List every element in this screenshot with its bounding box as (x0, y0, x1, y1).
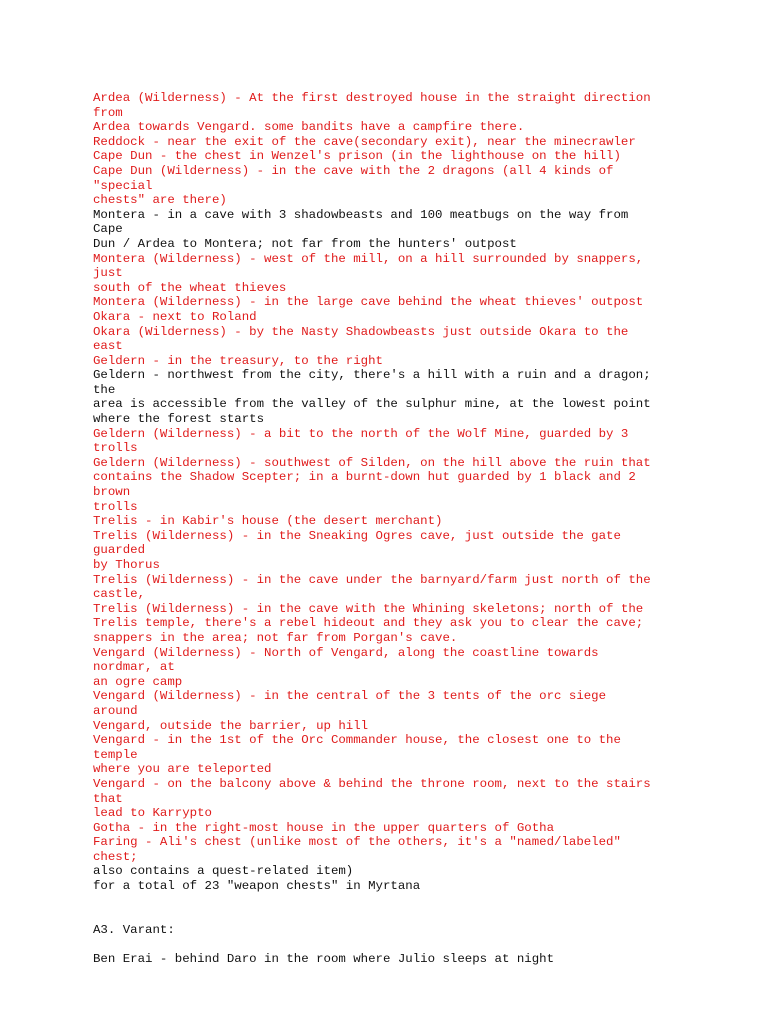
text-line: where the forest starts (93, 412, 265, 427)
highlighted-text-line: Gotha - in the right-most house in the upper quarters of Gotha (93, 820, 555, 835)
highlighted-text-line: Montera (Wilderness) - west of the mill, on a hill surrounded by snappers, (93, 251, 644, 266)
highlighted-text-line: Trelis (Wilderness) - in the cave under the barnyard/farm just north of the (93, 572, 651, 587)
highlighted-text-line: chests" are there) (93, 193, 227, 208)
blank-line (93, 937, 693, 952)
highlighted-text-line: just (93, 266, 123, 281)
highlighted-text-line: south of the wheat thieves (93, 280, 287, 295)
highlighted-text-line: Vengard - on the balcony above & behind the throne room, next to the stairs (93, 776, 651, 791)
text-line: A3. Varant: (93, 922, 175, 937)
highlighted-text-line: an ogre camp (93, 674, 183, 689)
highlighted-text-line: castle, (93, 587, 146, 602)
text-line: Montera - in a cave with 3 shadowbeasts and 100 meatbugs on the way from (93, 207, 629, 222)
highlighted-text-line: Trelis temple, there's a rebel hideout and they ask you to clear the cave; (93, 616, 644, 631)
highlighted-text-line: Trelis (Wilderness) - in the cave with the Whining skeletons; north of the (93, 601, 644, 616)
highlighted-text-line: Ardea towards Vengard. some bandits have a campfire there. (93, 120, 525, 135)
highlighted-text-line: Geldern (Wilderness) - a bit to the north of the Wolf Mine, guarded by 3 (93, 426, 629, 441)
highlighted-text-line: Cape Dun (Wilderness) - in the cave with the 2 dragons (all 4 kinds of (93, 163, 614, 178)
highlighted-text-line: Faring - Ali's chest (unlike most of the others, it's a "named/labeled" (93, 835, 621, 850)
highlighted-text-line: Ardea (Wilderness) - At the first destroyed house in the straight direction (93, 91, 651, 105)
highlighted-text-line: trolls (93, 441, 138, 456)
highlighted-text-line: Trelis - in Kabir's house (the desert merchant) (93, 514, 443, 529)
blank-line (93, 894, 693, 909)
text-line: Dun / Ardea to Montera; not far from the hunters' outpost (93, 236, 517, 251)
highlighted-text-line: Vengard (Wilderness) - North of Vengard, along the coastline towards (93, 645, 599, 660)
text-line: also contains a quest-related item) (93, 864, 354, 879)
highlighted-text-line: Cape Dun - the chest in Wenzel's prison (in the lighthouse on the hill) (93, 149, 621, 164)
highlighted-text-line: snappers in the area; not far from Porgan's cave. (93, 630, 458, 645)
text-line: Cape (93, 222, 123, 237)
highlighted-text-line: contains the Shadow Scepter; in a burnt-down hut guarded by 1 black and 2 (93, 470, 636, 485)
highlighted-text-line: where you are teleported (93, 762, 272, 777)
highlighted-text-line: Reddock - near the exit of the cave(secondary exit), near the minecrawler (93, 134, 636, 149)
highlighted-text-line: Okara (Wilderness) - by the Nasty Shadowbeasts just outside Okara to the (93, 324, 629, 339)
highlighted-text-line: brown (93, 485, 131, 500)
highlighted-text-line: guarded (93, 543, 146, 558)
highlighted-text-line: east (93, 339, 123, 354)
text-line: Geldern - northwest from the city, there's a hill with a ruin and a dragon; (93, 368, 651, 383)
highlighted-text-line: Vengard (Wilderness) - in the central of the 3 tents of the orc siege (93, 689, 607, 704)
highlighted-text-line: lead to Karrypto (93, 806, 212, 821)
highlighted-text-line: that (93, 791, 123, 806)
highlighted-text-line: Okara - next to Roland (93, 309, 257, 324)
highlighted-text-line: around (93, 703, 138, 718)
highlighted-text-line: from (93, 105, 123, 120)
text-line: area is accessible from the valley of the sulphur mine, at the lowest point (93, 397, 651, 412)
highlighted-text-line: temple (93, 747, 138, 762)
highlighted-text-line: Geldern (Wilderness) - southwest of Silden, on the hill above the ruin that (93, 455, 651, 470)
highlighted-text-line: Vengard - in the 1st of the Orc Commander house, the closest one to the (93, 733, 621, 748)
highlighted-text-line: Montera (Wilderness) - in the large cave behind the wheat thieves' outpost (93, 295, 644, 310)
highlighted-text-line: Vengard, outside the barrier, up hill (93, 718, 369, 733)
text-line: for a total of 23 "weapon chests" in Myrtana (93, 879, 421, 894)
highlighted-text-line: nordmar, at (93, 660, 175, 675)
highlighted-text-line: "special (93, 178, 153, 193)
highlighted-text-line: by Thorus (93, 558, 160, 572)
blank-line (93, 908, 693, 923)
highlighted-text-line: Geldern - in the treasury, to the right (93, 353, 383, 368)
highlighted-text-line: Trelis (Wilderness) - in the Sneaking Ogres cave, just outside the gate (93, 528, 621, 543)
highlighted-text-line: trolls (93, 499, 138, 514)
text-line: Ben Erai - behind Daro in the room where Julio sleeps at night (93, 952, 555, 967)
highlighted-text-line: chest; (93, 849, 138, 864)
document-page (93, 91, 693, 967)
text-line: the (93, 382, 116, 397)
